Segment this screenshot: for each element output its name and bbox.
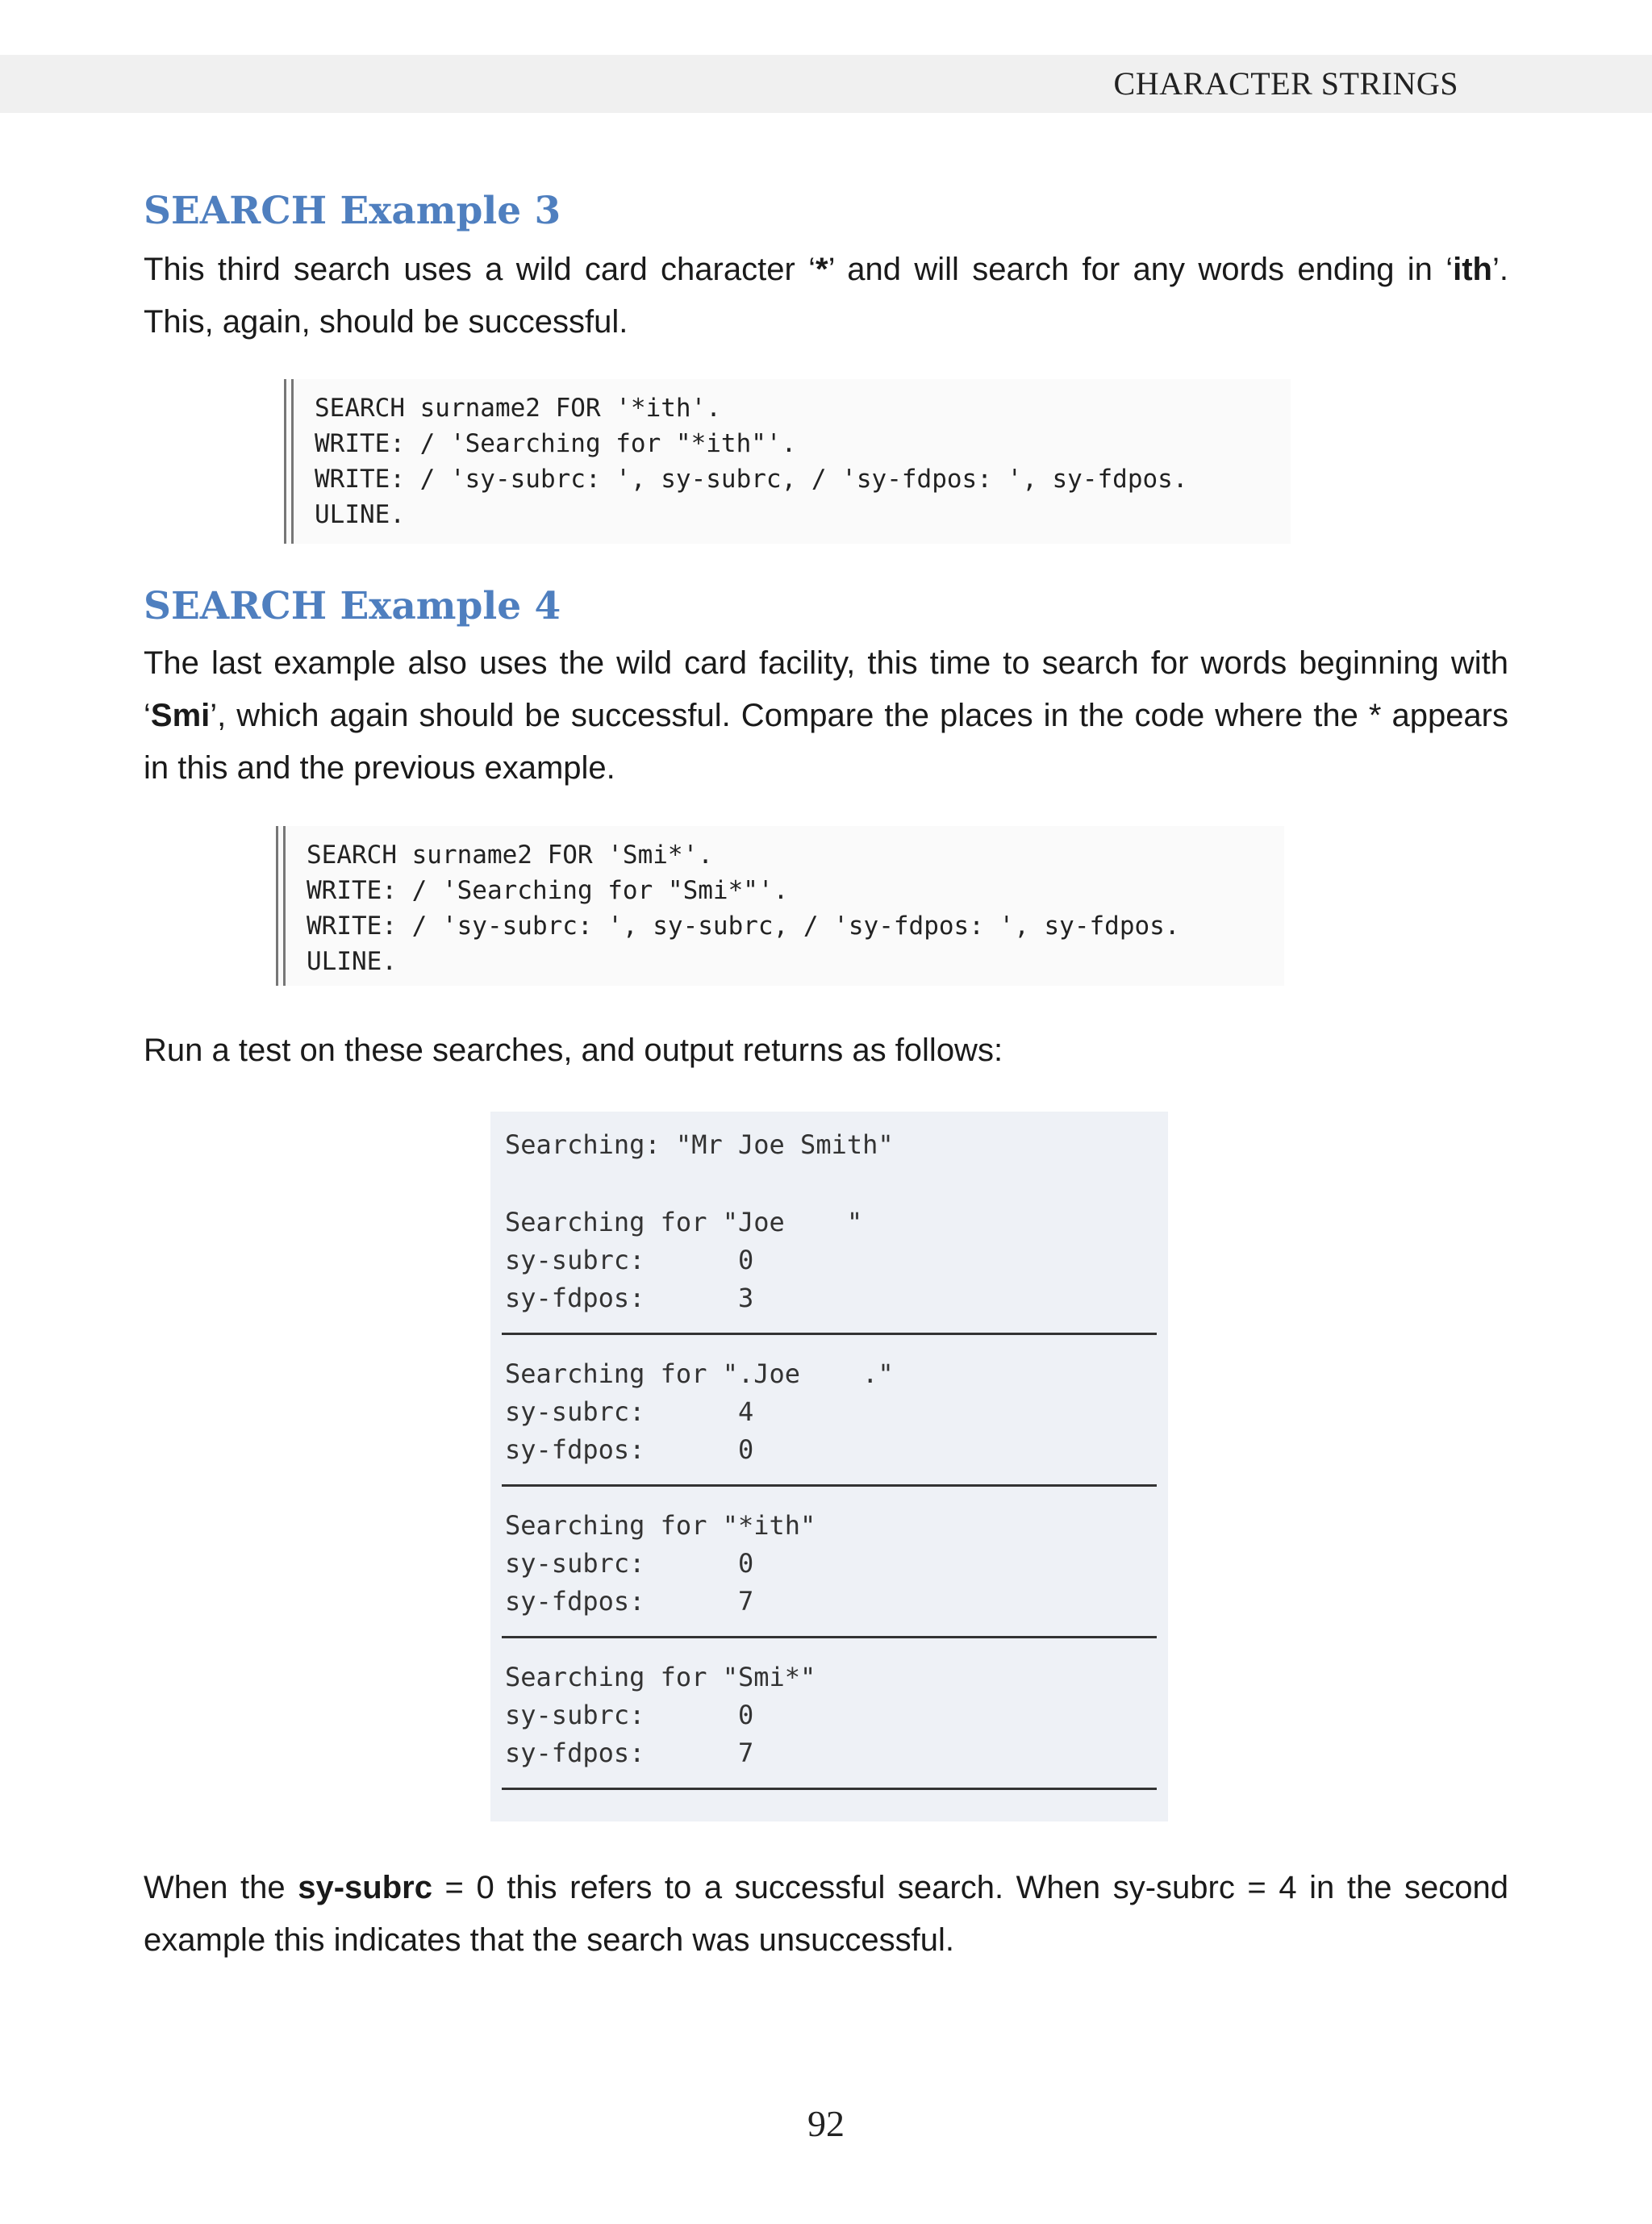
code-block-example-3 xyxy=(284,379,1291,544)
output-fdpos-line: sy-fdpos: 7 xyxy=(505,1738,754,1768)
output-fdpos-line: sy-fdpos: 3 xyxy=(505,1283,754,1313)
code-line: WRITE: / 'Searching for "Smi*"'. xyxy=(307,876,789,905)
output-searching-line: Searching for ".Joe ." xyxy=(505,1358,894,1389)
output-searching-line: Searching for "*ith" xyxy=(505,1510,816,1541)
output-panel xyxy=(490,1112,1168,1821)
output-first-line: Searching: "Mr Joe Smith" xyxy=(505,1129,894,1160)
section-4-paragraph: The last example also uses the wild card facility, this time to search for words beginning with ‘Smi’, which again should be successful. Compare the places in the code where the * appears in this and the previous example. xyxy=(144,645,1508,786)
page-number: 92 xyxy=(807,2103,845,2144)
output-separator xyxy=(502,1636,1157,1638)
running-header: CHARACTER STRINGS xyxy=(1113,65,1458,102)
section-heading-example-4: SEARCH Example 4 xyxy=(144,584,561,628)
output-separator xyxy=(502,1333,1157,1335)
section-heading-example-3: SEARCH Example 3 xyxy=(144,189,561,233)
output-fdpos-line: sy-fdpos: 0 xyxy=(505,1434,754,1465)
code-line: WRITE: / 'sy-subrc: ', sy-subrc, / 'sy-fdpos: ', sy-fdpos. xyxy=(307,912,1180,941)
run-test-text: Run a test on these searches, and output returns as follows: xyxy=(144,1033,1003,1068)
output-subrc-line: sy-subrc: 0 xyxy=(505,1548,754,1579)
code-line: ULINE. xyxy=(315,500,405,529)
code-lines xyxy=(307,837,1180,979)
output-subrc-line: sy-subrc: 0 xyxy=(505,1245,754,1275)
output-searching-line: Searching for "Smi*" xyxy=(505,1662,816,1692)
code-line: WRITE: / 'Searching for "*ith"'. xyxy=(315,429,797,458)
code-block-example-4 xyxy=(276,826,1284,986)
code-block-border xyxy=(284,379,294,544)
section-3-paragraph: This third search uses a wild card character ‘*’ and will search for any words ending in ‘ith’. This, again, should be successful. xyxy=(144,252,1508,340)
code-line: ULINE. xyxy=(307,947,397,976)
code-lines xyxy=(315,390,1188,532)
code-block-border xyxy=(276,826,286,986)
conclusion-paragraph: When the sy-subrc = 0 this refers to a successful search. When sy-subrc = 4 in the second example this indicates that the search was unsuccessful. xyxy=(144,1870,1509,1958)
code-line: WRITE: / 'sy-subrc: ', sy-subrc, / 'sy-fdpos: ', sy-fdpos. xyxy=(315,465,1188,494)
code-line: SEARCH surname2 FOR '*ith'. xyxy=(315,394,721,423)
output-searching-line: Searching for "Joe " xyxy=(505,1207,863,1237)
output-fdpos-line: sy-fdpos: 7 xyxy=(505,1586,754,1617)
output-subrc-line: sy-subrc: 0 xyxy=(505,1700,754,1730)
output-separator xyxy=(502,1484,1157,1487)
output-subrc-line: sy-subrc: 4 xyxy=(505,1396,754,1427)
output-separator xyxy=(502,1788,1157,1790)
code-line: SEARCH surname2 FOR 'Smi*'. xyxy=(307,841,713,870)
